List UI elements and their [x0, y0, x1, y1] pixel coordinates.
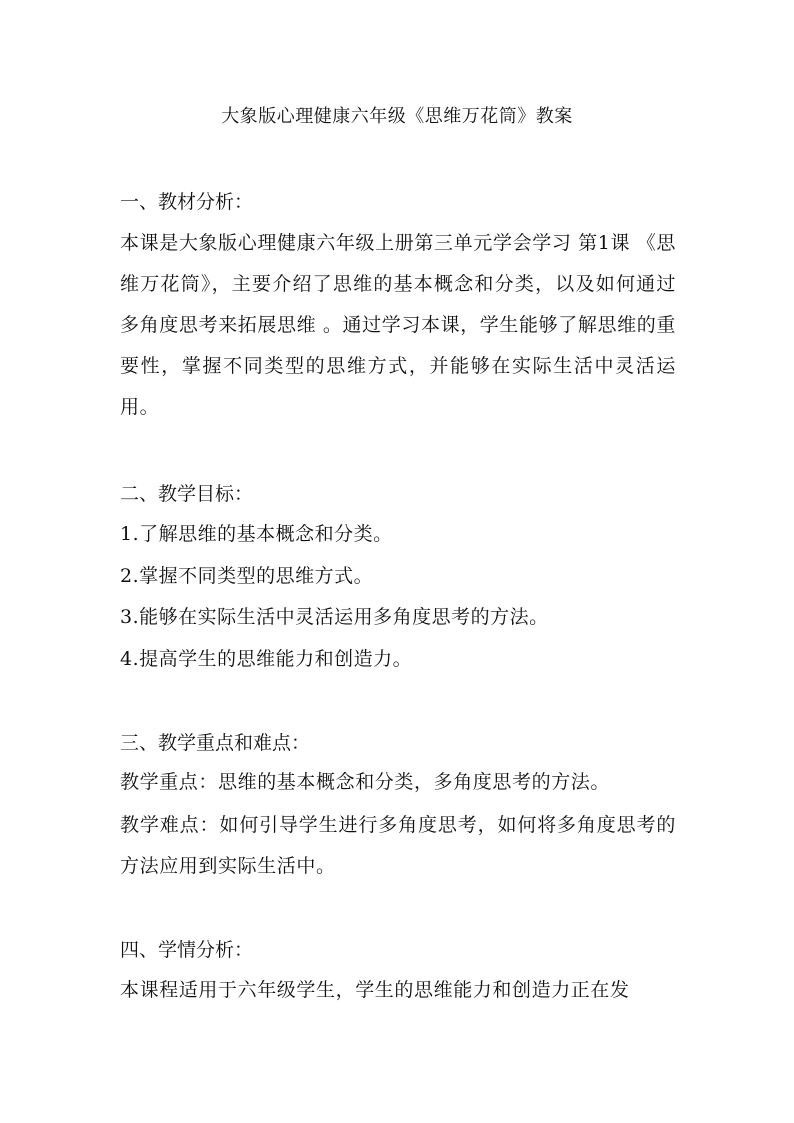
section-heading-key-points: 三、教学重点和难点：	[120, 732, 311, 754]
teaching-focus-paragraph: 教学重点：思维的基本概念和分类，多角度思考的方法。	[120, 771, 611, 793]
teaching-goal-item-4: 4.提高学生的思维能力和创造力。	[120, 648, 413, 670]
teaching-goal-item-2: 2.掌握不同类型的思维方式。	[120, 565, 374, 587]
document-title: 大象版心理健康六年级《思维万花筒》教案	[221, 106, 573, 127]
section-heading-teaching-goals: 二、教学目标：	[120, 483, 254, 505]
materials-analysis-paragraph: 本课是大象版心理健康六年级上册第三单元学会学习 第1课 《思维万花筒》，主要介绍了思维的基本概念和分类，以及如何通过多角度思考来拓展思维 。通过学习本课，学生能够了解思维的重要性，掌握不同类型的思维方式，并能够在实际生活中灵活运用。	[120, 232, 676, 418]
section-heading-materials-analysis: 一、教材分析：	[120, 191, 254, 213]
section-heading-student-analysis: 四、学情分析：	[120, 939, 254, 961]
teaching-goal-item-1: 1.了解思维的基本概念和分类。	[120, 523, 393, 545]
teaching-difficulty-paragraph: 教学难点：如何引导学生进行多角度思考，如何将多角度思考的方法应用到实际生活中。	[120, 814, 676, 877]
student-analysis-paragraph: 本课程适用于六年级学生，学生的思维能力和创造力正在发	[120, 979, 630, 1001]
teaching-goal-item-3: 3.能够在实际生活中灵活运用多角度思考的方法。	[120, 606, 549, 628]
